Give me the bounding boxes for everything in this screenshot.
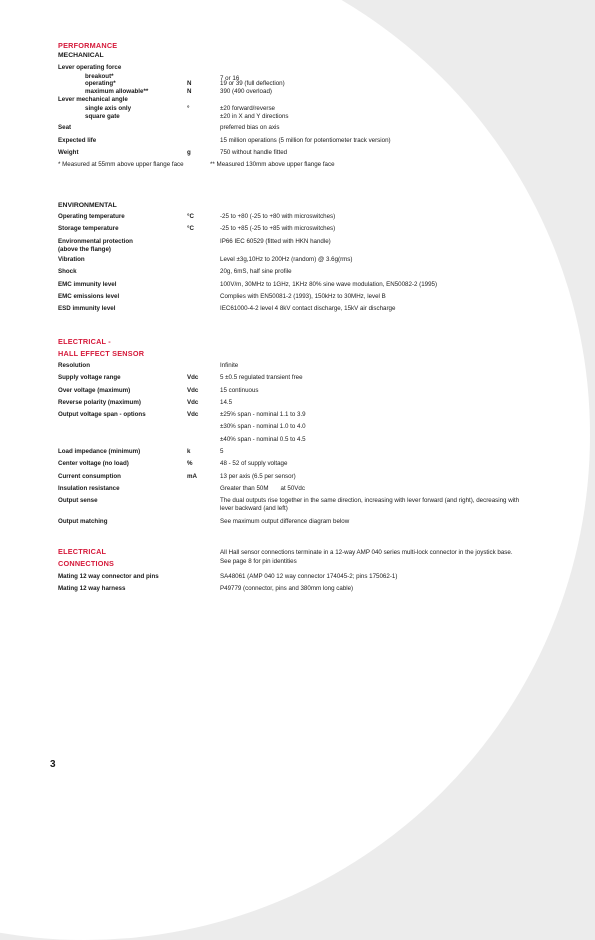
spec-unit: k (187, 448, 191, 456)
connections-subheading: CONNECTIONS (58, 559, 115, 568)
spec-row (58, 213, 558, 225)
spec-value: Infinite (220, 362, 239, 369)
spec-row (58, 399, 558, 411)
spec-row (58, 124, 558, 136)
spec-label: (above the flange) (58, 246, 111, 254)
spec-unit: Vdc (187, 398, 199, 406)
spec-label: ESD immunity level (58, 305, 116, 313)
spec-row (58, 225, 558, 237)
spec-value: Greater than 50M at 50Vdc (220, 484, 305, 492)
spec-value: 15 continuous (220, 386, 259, 394)
footnote-left: * Measured at 55mm above upper flange face (58, 161, 184, 169)
spec-row (58, 460, 558, 472)
spec-row (58, 436, 558, 448)
footnote-row (58, 161, 558, 171)
spec-label: maximum allowable** (85, 87, 149, 95)
spec-unit: °C (187, 213, 194, 220)
spec-row (58, 497, 558, 518)
spec-label: Mating 12 way connector and pins (58, 573, 159, 580)
spec-label: Lever mechanical angle (58, 96, 128, 104)
spec-label: Storage temperature (58, 225, 119, 233)
spec-label: Expected life (58, 136, 97, 144)
spec-label: Output sense (58, 497, 98, 505)
spec-row (58, 246, 558, 256)
spec-value: 5 (220, 448, 224, 456)
spec-value: 48 - 52 of supply voltage (220, 460, 288, 468)
spec-row (58, 73, 558, 80)
spec-unit: mA (187, 472, 197, 480)
spec-label: Lever operating force (58, 64, 122, 71)
spec-row (58, 137, 558, 149)
spec-row (58, 411, 558, 423)
spec-row (58, 96, 558, 105)
spec-row (58, 256, 558, 268)
spec-label: Operating temperature (58, 213, 125, 220)
spec-value: SA48061 (AMP 040 12 way connector 174045-2; pins 175062-1) (220, 573, 398, 580)
spec-value: Level ±3g,10Hz to 200Hz (random) @ 3.6g(rms) (220, 256, 353, 264)
spec-row (58, 238, 558, 247)
spec-row (58, 573, 558, 585)
spec-label: square gate (85, 113, 120, 121)
spec-unit: Vdc (187, 386, 199, 394)
spec-row (58, 448, 558, 460)
spec-value: Complies with EN50081-2 (1993), 150kHz to 30MHz, level B (220, 293, 386, 301)
page-number: 3 (50, 759, 56, 770)
spec-value: 13 per axis (6.5 per sensor) (220, 472, 296, 480)
spec-unit: N (187, 79, 192, 87)
spec-row (58, 387, 558, 399)
spec-label: Mating 12 way harness (58, 585, 126, 593)
hall-effect-subheading: HALL EFFECT SENSOR (58, 349, 145, 358)
spec-row (58, 113, 558, 124)
spec-label: Environmental protection (58, 237, 133, 245)
spec-label: Resolution (58, 362, 90, 369)
spec-value: -25 to +85 (-25 to +85 with microswitches) (220, 225, 336, 233)
spec-unit: g (187, 148, 191, 156)
spec-unit: Vdc (187, 411, 199, 419)
electrical-heading: ELECTRICAL - (58, 337, 111, 346)
spec-label: breakout* (85, 72, 114, 80)
spec-label: Over voltage (maximum) (58, 386, 131, 394)
spec-row (58, 518, 558, 530)
spec-row (58, 362, 558, 374)
spec-value: 7 or 16 (220, 74, 240, 82)
spec-label: Weight (58, 148, 79, 156)
spec-value: 20g, 6mS, half sine profile (220, 268, 292, 276)
spec-row (58, 105, 558, 114)
spec-label: EMC immunity level (58, 280, 117, 288)
spec-row (58, 485, 558, 497)
spec-value: IP66 IEC 60529 (fitted with HKN handle) (220, 237, 331, 245)
environmental-section (58, 201, 558, 318)
environmental-heading: ENVIRONMENTAL (58, 202, 117, 209)
spec-row (58, 149, 558, 161)
spec-unit: °C (187, 225, 194, 233)
connections-intro: All Hall sensor connections terminate in a 12-way AMP 040 series multi-lock connector in the joystick base. See page 8 for pin identities (220, 549, 513, 565)
spec-label: Current consumption (58, 472, 121, 480)
spec-label: Output matching (58, 518, 108, 526)
spec-unit: ° (187, 104, 190, 112)
spec-value: ±20 forward/reverse (220, 104, 275, 112)
performance-heading: PERFORMANCE (58, 41, 118, 50)
spec-value: preferred bias on axis (220, 124, 280, 132)
spec-value: 100V/m, 30MHz to 1GHz, 1KHz 80% sine wave modulation, EN50082-2 (1995) (220, 280, 438, 288)
spec-value: The dual outputs rise together in the same direction, increasing with lever forward (and right), decreasing with lever backward (and left) (220, 497, 520, 513)
spec-value: See maximum output difference diagram below (220, 518, 350, 526)
spec-label: Vibration (58, 256, 85, 264)
footnote-right: ** Measured 130mm above upper flange face (210, 161, 335, 169)
spec-label: Load impedance (minimum) (58, 448, 141, 456)
mechanical-subheading: MECHANICAL (58, 52, 104, 59)
spec-unit: % (187, 460, 193, 468)
spec-label: Insulation resistance (58, 484, 120, 492)
spec-row (58, 88, 558, 97)
spec-label: single axis only (85, 104, 132, 112)
spec-value: ±30% span - nominal 1.0 to 4.0 (220, 423, 306, 431)
connections-heading: ELECTRICAL (58, 547, 107, 556)
spec-row (58, 80, 558, 88)
spec-value: 14.5 (220, 398, 233, 406)
spec-row (58, 585, 558, 597)
spec-value: ±25% span - nominal 1.1 to 3.9 (220, 411, 306, 419)
spec-value: 390 (490 overload) (220, 87, 272, 95)
spec-label: Reverse polarity (maximum) (58, 398, 141, 406)
spec-label: Seat (58, 124, 72, 132)
performance-section (58, 41, 558, 171)
electrical-section (58, 336, 558, 531)
spec-unit: Vdc (187, 374, 199, 382)
spec-value: P49779 (connector, pins and 380mm long cable) (220, 585, 354, 593)
spec-row (58, 374, 558, 386)
spec-row (58, 293, 558, 305)
spec-row (58, 305, 558, 317)
spec-value: 5 ±0.5 regulated transient free (220, 374, 303, 382)
spec-value: 750 without handle fitted (220, 148, 288, 156)
spec-label: Supply voltage range (58, 374, 121, 382)
spec-row (58, 473, 558, 485)
spec-row (58, 268, 558, 280)
spec-value: 19 or 39 (full deflection) (220, 79, 285, 87)
spec-value: IEC61000-4-2 level 4 8kV contact discharge, 15kV air discharge (220, 305, 396, 313)
spec-row (58, 423, 558, 435)
spec-value: ±40% span - nominal 0.5 to 4.5 (220, 435, 306, 443)
spec-value: 15 million operations (5 million for potentiometer track version) (220, 136, 391, 144)
spec-label: Shock (58, 268, 77, 276)
spec-label: Center voltage (no load) (58, 460, 129, 468)
spec-label: Output voltage span - options (58, 411, 146, 419)
spec-label: EMC emissions level (58, 293, 120, 301)
spec-unit: N (187, 87, 192, 95)
spec-value: -25 to +80 (-25 to +80 with microswitches) (220, 213, 336, 220)
spec-row (58, 64, 558, 73)
connections-section (58, 546, 558, 598)
spec-value: ±20 in X and Y directions (220, 113, 289, 121)
spec-row (58, 281, 558, 293)
spec-label: operating* (85, 79, 116, 87)
